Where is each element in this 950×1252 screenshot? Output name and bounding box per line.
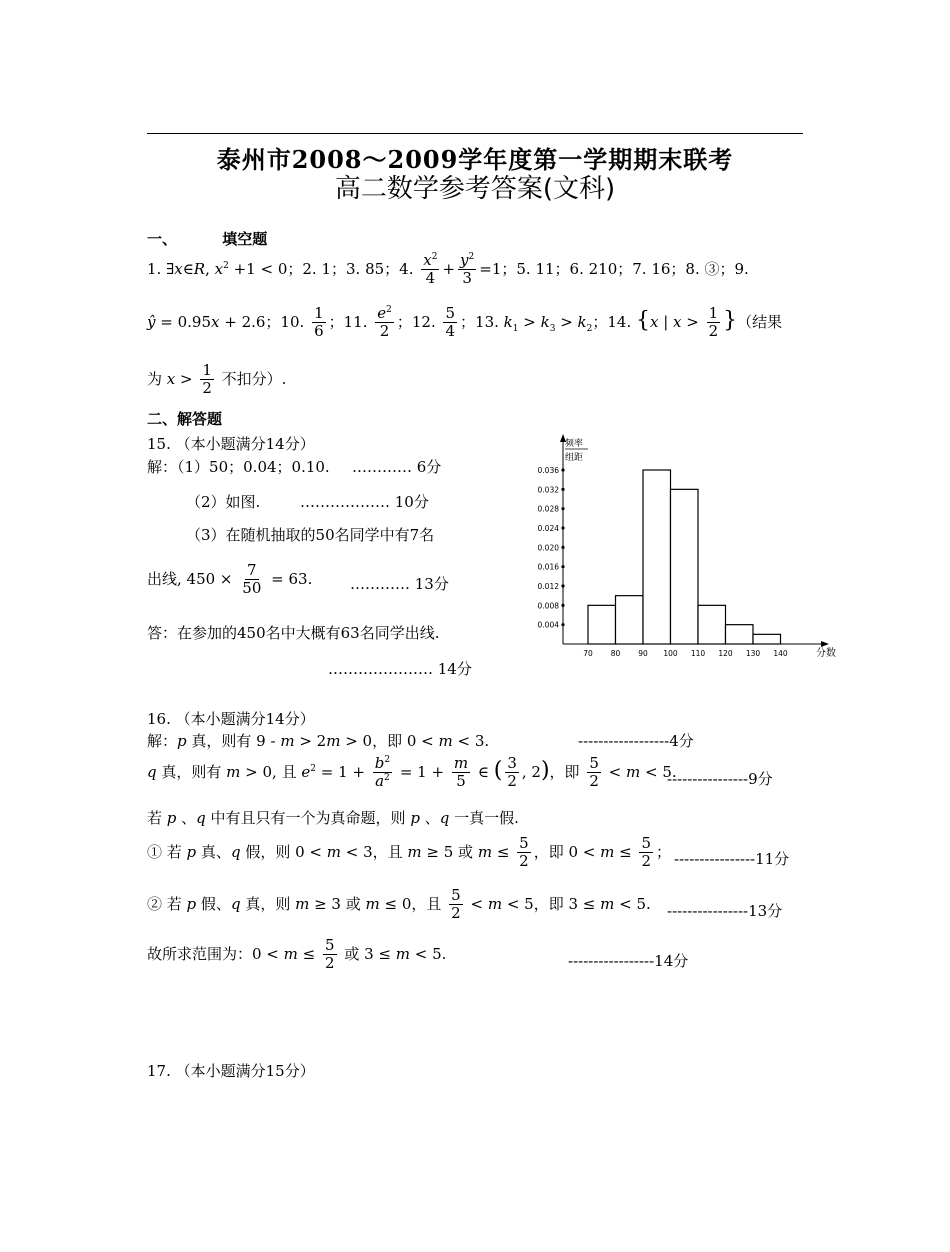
q16-line3: 若 p 、q 中有且只有一个为真命题，则 p 、q 一真一假. [147, 809, 519, 827]
q16-line5: ② 若 p 假、q 真，则 m ≥ 3 或 m ≤ 0，且 $\frac{5}{2}$ < m < 5，即 3 ≤ m < 5. [147, 886, 651, 923]
q15-line6-score: ………………… 14分 [328, 660, 472, 678]
y-tick-label: 0.004 [537, 620, 559, 630]
q15-line2-score: ……………… 10分 [300, 493, 429, 511]
q15-title: 15. （本小题满分14分） [147, 435, 315, 453]
y-label-top: 频率 [565, 439, 584, 449]
y-tick-mark [561, 584, 564, 587]
histogram-bar [588, 605, 616, 644]
x-label: 分数 [816, 648, 836, 659]
top-rule [147, 133, 803, 134]
section1-heading-num: 一、 [147, 230, 178, 248]
q15-line5: 答：在参加的450名中大概有63名同学出线. [147, 624, 440, 642]
x-tick-label: 100 [663, 649, 678, 658]
q16-line5-score: ----------------13分 [667, 902, 783, 920]
page-subtitle: 高二数学参考答案(文科) [334, 174, 616, 204]
histogram-bar [616, 596, 644, 644]
section1-heading [147, 228, 267, 249]
histogram-bar [671, 489, 699, 644]
y-label-bottom: 组距 [565, 453, 584, 463]
y-tick-label: 0.032 [537, 485, 559, 495]
histogram-chart [520, 432, 850, 664]
q15-line2: （2）如图. [186, 493, 261, 511]
q15-line4-score: ………… 13分 [350, 575, 449, 593]
q15-line4: 出线, 450 × $\frac{7}{50}$ = 63. [147, 561, 313, 598]
x-tick-label: 130 [745, 649, 761, 658]
y-tick-mark [561, 488, 564, 491]
x-tick-label: 70 [583, 649, 593, 658]
q17-title: 17. （本小题满分15分） [147, 1062, 315, 1080]
q16-line6-score: -----------------14分 [568, 952, 689, 970]
histogram-bar [726, 625, 754, 644]
y-tick-label: 0.016 [537, 562, 559, 572]
y-tick-mark [561, 546, 564, 549]
q16-line2-score: ----------------9分 [667, 770, 773, 788]
y-tick-label: 0.036 [537, 466, 559, 475]
q16-title: 16. （本小题满分14分） [147, 710, 315, 728]
y-tick-mark [561, 604, 564, 607]
q16-line1: 解：p 真，则有 9 - m > 2m > 0，即 0 < m < 3. [147, 732, 490, 750]
y-tick-label: 0.012 [537, 582, 559, 591]
fill-answers-line2: ŷ = 0.95x + 2.6；10. $\frac{1}{6}$ ；11. $\frac{e^2}{2}$ ；12. $\frac{5}{4}$ ；13. $k_1 > k_3 > k_2$；14. {x | x > $\frac{1}{2}$ }（结果 [147, 304, 783, 341]
histogram-bar [698, 605, 726, 644]
q16-line1-score: ------------------4分 [578, 732, 694, 750]
y-tick-mark [561, 507, 564, 510]
q16-line4-score: ----------------11分 [674, 850, 790, 868]
y-tick-label: 0.024 [537, 524, 559, 533]
section2-heading: 二、解答题 [147, 410, 223, 428]
y-tick-label: 0.008 [537, 601, 559, 611]
y-tick-mark [561, 565, 564, 568]
x-tick-label: 120 [718, 649, 733, 658]
q15-line3: （3）在随机抽取的50名同学中有7名 [186, 526, 435, 544]
y-tick-mark [561, 623, 564, 626]
fill-answers-line3: 为 x > $\frac{1}{2}$ 不扣分）. [147, 361, 287, 398]
q16-line6: 故所求范围为：0 < m ≤ $\frac{5}{2}$ 或 3 ≤ m < 5. [147, 936, 447, 973]
histogram-bar [643, 470, 671, 644]
y-tick-mark [561, 468, 564, 471]
fill-answers-line1: 1. ∃x∈R, $x^2 +1 < 0$；2. 1；3. 85；4. $\frac{x^2}{4}$ + $\frac{y^2}{3}$ =1；5. 11；6. 210；7. 16；8. ③；9. [147, 251, 749, 288]
x-axis-arrow [821, 641, 829, 647]
q15-line1-score: ………… 6分 [352, 458, 442, 476]
x-tick-label: 140 [773, 649, 788, 658]
y-tick-label: 0.020 [537, 543, 559, 553]
q16-line2: q 真，则有 m > 0, 且 $e^2 = 1$ + $\frac{b^2}{a^2}$ = 1 + $\frac{m}{5}$ ∈ ( $\frac{3}{2}$ , 2)，即 $\frac{5}{2}$ < m < 5. [147, 754, 677, 791]
y-tick-label: 0.028 [537, 504, 559, 514]
histogram-bar [753, 634, 781, 644]
q15-line1: 解：（1）50；0.04；0.10. [147, 458, 330, 476]
x-tick-label: 110 [690, 649, 706, 658]
section1-heading-text: 填空题 [222, 230, 268, 248]
y-tick-mark [561, 526, 564, 529]
x-tick-label: 80 [610, 649, 621, 658]
x-tick-label: 90 [638, 649, 648, 658]
page-title: 泰州市2008～2009学年度第一学期期末联考 [216, 145, 734, 174]
q16-line4: ① 若 p 真、q 假，则 0 < m < 3，且 m ≥ 5 或 m ≤ $\frac{5}{2}$ ，即 0 < m ≤ $\frac{5}{2}$ ； [147, 834, 672, 871]
